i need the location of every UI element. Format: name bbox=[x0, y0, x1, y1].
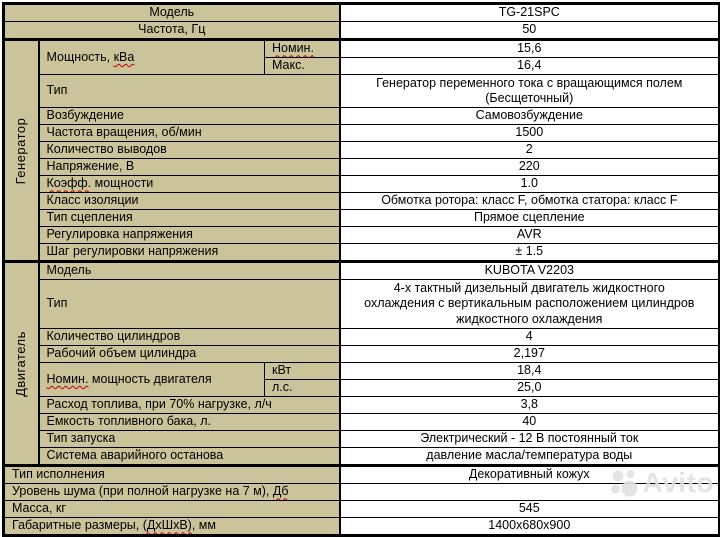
generator-insulation-label-cell: Класс изоляции bbox=[39, 193, 340, 210]
generator-coupling-label-cell: Тип сцепления bbox=[39, 210, 340, 227]
generator-coupling-value-cell: Прямое сцепление bbox=[340, 210, 720, 227]
row-generator-insulation bbox=[4, 193, 720, 210]
engine-tank-label-cell: Емкость топливного бака, л. bbox=[39, 414, 340, 431]
engine-power-label-cell bbox=[39, 363, 265, 397]
engine-start-value-cell: Электрический - 12 В постоянный ток bbox=[340, 431, 720, 448]
dimensions-label-abbr: (ДхШхВ) bbox=[142, 518, 192, 533]
generator-insulation-value-cell: Обмотка ротора: класс F, обмотка статора: класс F bbox=[340, 193, 720, 210]
noise-label: Уровень шума (при полной нагрузке на 7 м), bbox=[12, 484, 273, 499]
generator-excitation-value-cell: Самовозбуждение bbox=[340, 108, 720, 125]
row-generator-excitation bbox=[4, 108, 720, 125]
engine-power-hp-label-cell: л.с. bbox=[265, 380, 340, 397]
engine-fuel-label-cell: Расход топлива, при 70% нагрузке, л/ч bbox=[39, 397, 340, 414]
row-engine-displacement bbox=[4, 346, 720, 363]
row-dimensions bbox=[4, 518, 720, 536]
row-generator-voltage bbox=[4, 159, 720, 176]
design-label-cell: Тип исполнения bbox=[4, 466, 340, 484]
generator-voltage-label-cell: Напряжение, В bbox=[39, 159, 340, 176]
generator-type-label-cell: Тип bbox=[39, 75, 340, 108]
engine-type-value-cell bbox=[340, 280, 720, 329]
row-generator-power-factor bbox=[4, 176, 720, 193]
engine-emergency-label-cell: Система аварийного останова bbox=[39, 448, 340, 466]
engine-model-value-cell: KUBOTA V2203 bbox=[340, 262, 720, 280]
row-frequency bbox=[4, 22, 720, 40]
dimensions-value-cell: 1400х680х900 bbox=[340, 518, 720, 536]
generator-power-nominal-value-cell: 15,6 bbox=[340, 40, 720, 58]
engine-displacement-label-cell: Рабочий объем цилиндра bbox=[39, 346, 340, 363]
row-design bbox=[4, 466, 720, 484]
row-engine-fuel bbox=[4, 397, 720, 414]
mass-value-cell: 545 bbox=[340, 501, 720, 518]
generator-type-value-cell bbox=[340, 75, 720, 108]
generator-rotation-speed-label-cell: Частота вращения, об/мин bbox=[39, 125, 340, 142]
row-engine-tank bbox=[4, 414, 720, 431]
noise-label-unit: Дб bbox=[272, 484, 289, 499]
generator-rotation-speed-value-cell: 1500 bbox=[340, 125, 720, 142]
engine-type-value: 4-х тактный дизельный двигатель жидкостного охлаждения с вертикальным расположением цилиндров жидкостного охлаждения bbox=[364, 281, 695, 326]
row-generator-power-nominal bbox=[4, 40, 720, 58]
section-engine-cell bbox=[4, 262, 39, 466]
section-engine-label: Двигатель bbox=[13, 330, 29, 397]
row-generator-type bbox=[4, 75, 720, 108]
design-value-cell: Декоративный кожух bbox=[340, 466, 720, 484]
section-generator-label: Генератор bbox=[13, 117, 29, 184]
frequency-label-cell: Частота, Гц bbox=[4, 22, 340, 40]
row-engine-power-kw bbox=[4, 363, 720, 380]
section-generator-cell bbox=[4, 40, 39, 262]
generator-regulation-label-cell: Регулировка напряжения bbox=[39, 227, 340, 244]
engine-start-label-cell: Тип запуска bbox=[39, 431, 340, 448]
row-generator-outputs bbox=[4, 142, 720, 159]
mass-label-cell: Масса, кг bbox=[4, 501, 340, 518]
row-generator-regulation bbox=[4, 227, 720, 244]
row-engine-model bbox=[4, 262, 720, 280]
row-engine-emergency bbox=[4, 448, 720, 466]
generator-power-label: Мощность, bbox=[46, 49, 114, 64]
noise-label-cell bbox=[4, 484, 340, 501]
row-engine-cylinders bbox=[4, 329, 720, 346]
model-value-cell: TG-21SPC bbox=[340, 4, 720, 22]
generator-power-max-value-cell: 16,4 bbox=[340, 58, 720, 75]
generator-power-factor-label-abbr: Коэфф. bbox=[46, 176, 92, 191]
engine-displacement-value-cell: 2,197 bbox=[340, 346, 720, 363]
dimensions-label-cell bbox=[4, 518, 340, 536]
generator-power-nominal-label: Номин. bbox=[272, 41, 314, 56]
avito-watermark-text: Avito bbox=[642, 467, 714, 498]
generator-power-factor-label: мощности bbox=[91, 176, 154, 191]
generator-power-nominal-label-cell bbox=[265, 40, 340, 58]
engine-power-kw-value-cell: 18,4 bbox=[340, 363, 720, 380]
row-mass bbox=[4, 501, 720, 518]
engine-cylinders-label-cell: Количество цилиндров bbox=[39, 329, 340, 346]
engine-power-kw-label-cell: кВт bbox=[265, 363, 340, 380]
model-label-cell: Модель bbox=[4, 4, 340, 22]
generator-power-max-label-cell: Макс. bbox=[265, 58, 340, 75]
engine-power-label-abbr: Номин. bbox=[46, 371, 89, 386]
engine-power-label: мощность двигателя bbox=[88, 371, 212, 386]
row-engine-start bbox=[4, 431, 720, 448]
engine-emergency-value-cell: давление масла/температура воды bbox=[340, 448, 720, 466]
engine-model-label-cell: Модель bbox=[39, 262, 340, 280]
generator-regulation-step-label-cell: Шаг регулировки напряжения bbox=[39, 244, 340, 262]
generator-power-factor-label-cell bbox=[39, 176, 340, 193]
generator-outputs-value-cell: 2 bbox=[340, 142, 720, 159]
generator-outputs-label-cell: Количество выводов bbox=[39, 142, 340, 159]
engine-cylinders-value-cell: 4 bbox=[340, 329, 720, 346]
generator-regulation-value-cell: AVR bbox=[340, 227, 720, 244]
row-generator-regulation-step bbox=[4, 244, 720, 262]
engine-fuel-value-cell: 3,8 bbox=[340, 397, 720, 414]
generator-voltage-value-cell: 220 bbox=[340, 159, 720, 176]
generator-power-factor-value-cell: 1.0 bbox=[340, 176, 720, 193]
generator-regulation-step-value-cell: ± 1.5 bbox=[340, 244, 720, 262]
row-model bbox=[4, 4, 720, 22]
dimensions-label: Габаритные размеры, bbox=[12, 518, 143, 533]
dimensions-label-unit: , мм bbox=[191, 518, 216, 533]
noise-value-cell bbox=[340, 484, 720, 501]
frequency-value-cell: 50 bbox=[340, 22, 720, 40]
row-engine-type bbox=[4, 280, 720, 329]
engine-power-hp-value-cell: 25,0 bbox=[340, 380, 720, 397]
spec-sheet-page bbox=[0, 2, 720, 533]
row-generator-coupling bbox=[4, 210, 720, 227]
row-noise bbox=[4, 484, 720, 501]
engine-tank-value-cell: 40 bbox=[340, 414, 720, 431]
generator-type-value: Генератор переменного тока с вращающимся полем (Бесщеточный) bbox=[376, 75, 683, 105]
spec-table bbox=[2, 2, 720, 537]
row-generator-rotation-speed bbox=[4, 125, 720, 142]
generator-power-label-cell bbox=[39, 40, 265, 75]
engine-type-label-cell: Тип bbox=[39, 280, 340, 329]
generator-excitation-label-cell: Возбуждение bbox=[39, 108, 340, 125]
generator-power-unit: кВа bbox=[113, 49, 135, 64]
